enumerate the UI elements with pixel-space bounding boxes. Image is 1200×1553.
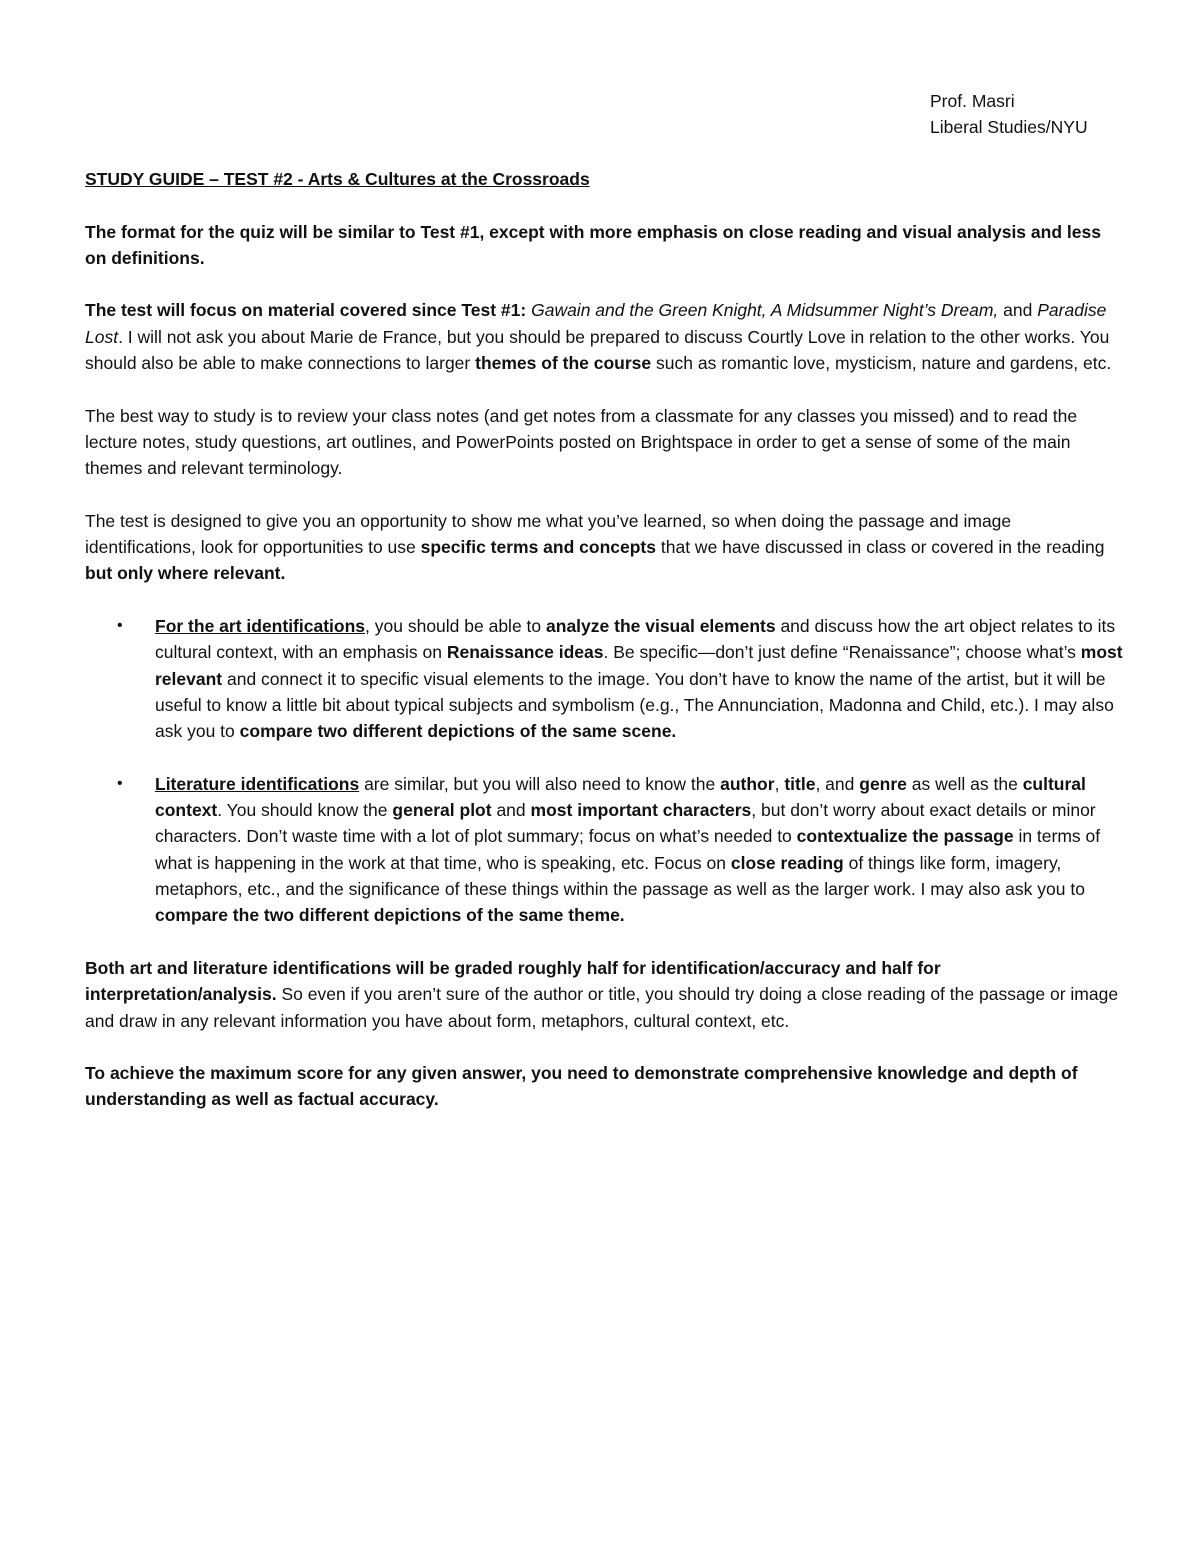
lit-text-1: are similar, but you will also need to know the bbox=[364, 773, 716, 794]
lit-bold-7: contextualize the passage bbox=[796, 826, 1014, 847]
lit-bold-6: most important characters bbox=[530, 800, 752, 821]
focus-text-2: such as romantic love, mysticism, nature and gardens, etc. bbox=[656, 353, 1112, 374]
lit-text-6: and bbox=[496, 800, 526, 821]
list-item-literature-identifications bbox=[85, 771, 1125, 929]
focus-and: and bbox=[1003, 300, 1033, 321]
focus-work-titles: Gawain and the Green Knight, A Midsummer Night’s Dream, bbox=[531, 300, 999, 321]
identification-bullet-list bbox=[85, 613, 1125, 929]
lit-bold-2: title bbox=[784, 773, 816, 794]
lit-text-2: , bbox=[774, 773, 780, 794]
art-text-4: and connect it to specific visual elements to the image. You don’t have to know the name of the artist, but it will be useful to know a little bit about typical subjects and symbolism (e.g., The Annunciation, Madonna and Child, etc.). I may also ask you to bbox=[155, 668, 1114, 742]
design-bold-terms: specific terms and concepts bbox=[420, 537, 656, 558]
art-bold-3: most relevant bbox=[155, 642, 1123, 689]
lit-bold-9: compare the two different depictions of the same theme. bbox=[155, 905, 625, 926]
document-body bbox=[85, 166, 1125, 1139]
lit-text-7: , but don’t worry about exact details or minor characters. Don’t waste time with a lot of plot summary; focus on what’s needed to bbox=[155, 800, 1096, 847]
lit-text-3: , and bbox=[815, 773, 855, 794]
design-bold-relevant: but only where relevant. bbox=[85, 563, 286, 584]
design-text-2: that we have discussed in class or covered in the reading bbox=[660, 537, 1105, 558]
literature-heading: Literature identifications bbox=[155, 773, 360, 794]
page-title-paragraph bbox=[85, 166, 1125, 192]
list-item-art-identifications bbox=[85, 613, 1125, 744]
format-paragraph bbox=[85, 219, 1125, 272]
closing-text: To achieve the maximum score for any given answer, you need to demonstrate comprehensive knowledge and depth of understanding as well as factual accuracy. bbox=[85, 1063, 1078, 1110]
focus-work-paradise-lost: Paradise Lost bbox=[85, 300, 1107, 347]
lit-bold-8: close reading bbox=[730, 852, 844, 873]
lit-bold-3: genre bbox=[859, 773, 907, 794]
lit-text-4: as well as the bbox=[911, 773, 1018, 794]
bullet-icon: • bbox=[117, 617, 123, 635]
study-paragraph bbox=[85, 403, 1125, 482]
lit-text-5: . You should know the bbox=[217, 800, 388, 821]
focus-themes: themes of the course bbox=[475, 353, 652, 374]
closing-paragraph bbox=[85, 1060, 1125, 1113]
focus-lead: The test will focus on material covered since Test #1: bbox=[85, 300, 527, 321]
art-text-1: , you should be able to bbox=[365, 616, 542, 637]
author-header bbox=[930, 88, 1088, 140]
focus-paragraph bbox=[85, 297, 1125, 376]
art-bold-4: compare two different depictions of the same scene. bbox=[239, 721, 677, 742]
focus-text-1: . I will not ask you about Marie de France, but you should be prepared to discuss Courtly Love in relation to the other works. You should also be able to make connections to larger bbox=[85, 326, 1110, 374]
study-text: The best way to study is to review your class notes (and get notes from a classmate for any classes you missed) and to read the lecture notes, study questions, art outlines, and PowerPoints posted on Brightspace in order to get a sense of some of the main themes and relevant terminology. bbox=[85, 405, 1078, 479]
lit-bold-1: author bbox=[720, 773, 775, 794]
lit-text-8: in terms of what is happening in the work at that time, who is speaking, etc. Focus on bbox=[155, 826, 1101, 873]
lit-text-9: of things like form, imagery, metaphors, etc., and the significance of these things within the passage as well as the larger work. I may also ask you to bbox=[155, 852, 1085, 900]
lit-bold-5: general plot bbox=[392, 800, 492, 821]
art-text-2: and discuss how the art object relates to its cultural context, with an emphasis on bbox=[155, 616, 1116, 663]
page-title: STUDY GUIDE – TEST #2 - Arts & Cultures at the Crossroads bbox=[85, 169, 590, 189]
art-bold-2: Renaissance ideas bbox=[446, 642, 604, 663]
professor-name: Prof. Masri bbox=[930, 91, 1015, 111]
art-heading: For the art identifications bbox=[155, 616, 366, 637]
grading-text: So even if you aren’t sure of the author or title, you should try doing a close reading of the passage or image and draw in any relevant information you have about form, metaphors, cultural context, etc. bbox=[85, 984, 1119, 1031]
grading-bold: Both art and literature identifications will be graded roughly half for identification/accuracy and half for interpretation/analysis. bbox=[85, 957, 941, 1005]
grading-paragraph bbox=[85, 955, 1125, 1034]
department-affiliation: Liberal Studies/NYU bbox=[930, 117, 1088, 137]
lit-bold-4: cultural context bbox=[155, 773, 1086, 821]
design-paragraph bbox=[85, 508, 1125, 587]
design-text-1: The test is designed to give you an opportunity to show me what you’ve learned, so when doing the passage and image identifications, look for opportunities to use bbox=[85, 510, 1012, 558]
art-text-3: . Be specific—don’t just define “Renaissance”; choose what’s bbox=[603, 642, 1076, 663]
art-bold-1: analyze the visual elements bbox=[546, 616, 776, 637]
format-text: The format for the quiz will be similar to Test #1, except with more emphasis on close reading and visual analysis and less on definitions. bbox=[85, 221, 1101, 268]
bullet-icon: • bbox=[117, 774, 123, 792]
